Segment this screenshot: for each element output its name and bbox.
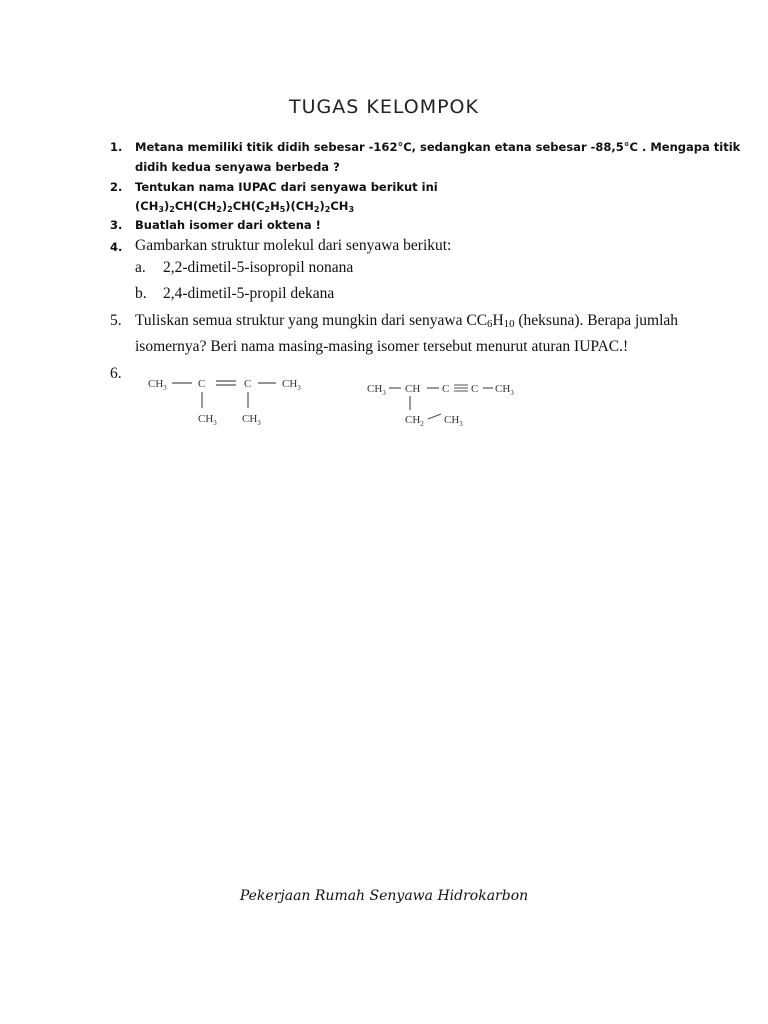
item-2-line-1: Tentukan nama IUPAC dari senyawa berikut ini bbox=[135, 180, 438, 194]
page-title: TUGAS KELOMPOK bbox=[289, 96, 479, 118]
structure-left bbox=[140, 370, 320, 432]
left-atom-c: C bbox=[244, 378, 252, 390]
item-5-line-1: Tuliskan semua struktur yang mungkin dari senyawa $CC_6H_{10}$ (heksuna). Berapa jumlah bbox=[135, 312, 679, 330]
left-atom-a: $CH_3$ bbox=[148, 378, 167, 392]
item-number: 5. bbox=[110, 312, 122, 329]
right-atom-f: $CH_2$ bbox=[405, 414, 424, 428]
footer-caption: Pekerjaan Rumah Senyawa Hidrokarbon bbox=[239, 888, 529, 904]
item-number: 4. bbox=[110, 240, 123, 254]
item-number: 2. bbox=[110, 180, 123, 194]
structure-right bbox=[365, 374, 535, 432]
right-atom-a: $CH_3$ bbox=[367, 383, 386, 397]
item-5-line-2: isomernya? Beri nama masing-masing isomer tersebut menurut aturan IUPAC.! bbox=[135, 338, 629, 355]
item-4a-text: 2,2-dimetil-5-isopropil nonana bbox=[163, 259, 354, 276]
item-4b-letter: b. bbox=[135, 285, 147, 302]
right-atom-c: C bbox=[442, 383, 450, 395]
item-number: 1. bbox=[110, 140, 123, 154]
item-4b-text: 2,4-dimetil-5-propil dekana bbox=[163, 285, 335, 302]
item-1-line-1: Metana memiliki titik didih sebesar -162°C, sedangkan etana sebesar -88,5°C . Mengapa titik bbox=[135, 140, 741, 154]
item-number: 6. bbox=[110, 365, 122, 382]
left-atom-d: $CH_3$ bbox=[282, 378, 301, 392]
item-number: 3. bbox=[110, 218, 123, 232]
left-atom-b: C bbox=[198, 378, 206, 390]
item-3-line-1: Buatlah isomer dari oktena ! bbox=[135, 218, 321, 232]
item-4a-letter: a. bbox=[135, 259, 146, 276]
item-1-line-2: didih kedua senyawa berbeda ? bbox=[135, 160, 340, 174]
right-atom-e: $CH_3$ bbox=[495, 383, 514, 397]
item-2-formula: $(CH_3)_2CH(CH_2)_2CH(C_2H_5)(CH_2)_2CH_3$ bbox=[135, 199, 355, 214]
right-atom-d: C bbox=[471, 383, 479, 395]
left-atom-e: $CH_3$ bbox=[198, 413, 217, 427]
right-atom-g: $CH_3$ bbox=[444, 414, 463, 428]
item-4-line-1: Gambarkan struktur molekul dari senyawa berikut: bbox=[135, 237, 452, 254]
left-atom-f: $CH_3$ bbox=[242, 413, 261, 427]
right-atom-b: CH bbox=[405, 383, 421, 395]
